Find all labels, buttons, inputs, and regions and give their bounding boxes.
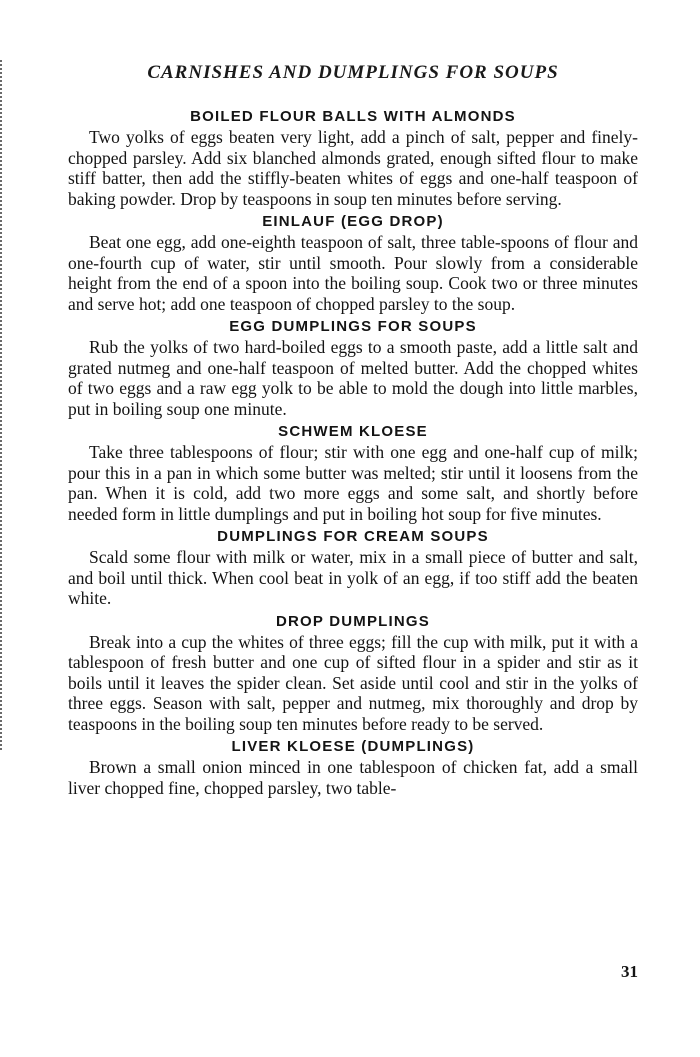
book-page — [68, 62, 638, 800]
recipe-text: Take three tablespoons of flour; stir with one egg and one-half cup of milk; pour this in a pan in which some butter was melted; stir until it loosens from the pan. When it is cold, add two more eggs and some salt, and shortly before needed form in little dumplings and put in boiling hot soup for five minutes. — [68, 442, 638, 524]
recipe-text: Brown a small onion minced in one tablespoon of chicken fat, add a small liver chopped fine, chopped parsley, two table- — [68, 757, 638, 798]
recipe-title: EGG DUMPLINGS FOR SOUPS — [229, 318, 477, 335]
recipe-dumplings-cream-soups — [68, 526, 638, 609]
recipe-title: EINLAUF (EGG DROP) — [262, 213, 444, 230]
recipe-title: BOILED FLOUR BALLS WITH ALMONDS — [190, 108, 516, 125]
recipe-title: LIVER KLOESE (DUMPLINGS) — [231, 738, 475, 755]
recipe-title: DROP DUMPLINGS — [275, 612, 431, 630]
recipe-schwem-kloese — [68, 421, 638, 524]
binding-edge — [0, 60, 5, 750]
running-head: CARNISHES AND DUMPLINGS FOR SOUPS — [147, 62, 559, 83]
recipe-einlauf — [68, 211, 638, 314]
recipe-text: Scald some flour with milk or water, mix in a small piece of butter and salt, and boil until thick. When cool beat in yolk of an egg, if too stiff add the beaten white. — [68, 547, 638, 608]
recipe-egg-dumplings — [68, 316, 638, 419]
recipe-text: Rub the yolks of two hard-boiled eggs to a smooth paste, add a little salt and grated nutmeg and one-half teaspoon of melted butter. Add the chopped whites of two eggs and a raw egg yolk to be able to mold the dough into little marbles, put in boiling soup one minute. — [68, 337, 638, 419]
recipe-title: SCHWEM KLOESE — [278, 423, 428, 440]
recipe-liver-kloese — [68, 736, 638, 798]
recipe-boiled-flour-balls — [68, 106, 638, 209]
recipe-text: Break into a cup the whites of three eggs; fill the cup with milk, put it with a tablespoon of fresh butter and one cup of sifted flour in a spider and stir as it boils until it leaves the spider clean. Set aside until cool and stir in the yolks of three eggs. Season with salt, pepper and nutmeg, mix thoroughly and drop by teaspoons in the boiling soup ten minutes before ready to be served. — [68, 631, 638, 734]
recipe-text: Beat one egg, add one-eighth teaspoon of salt, three table-spoons of flour and one-fourth cup of water, stir until smooth. Pour slowly from a considerable height from the end of a spoon into the boiling soup. Cook two or three minutes and serve hot; add one teaspoon of chopped parsley to the soup. — [68, 232, 638, 314]
recipe-text: Two yolks of eggs beaten very light, add a pinch of salt, pepper and finely-chopped parsley. Add six blanched almonds grated, enough sifted flour to make stiff batter, then add the stiffly-beaten whites of eggs and one-half teaspoon of baking powder. Drop by teaspoons in soup ten minutes before serving. — [68, 127, 638, 209]
recipe-drop-dumplings — [68, 611, 638, 735]
page-number: 31 — [621, 962, 638, 981]
recipe-title: DUMPLINGS FOR CREAM SOUPS — [217, 528, 489, 545]
